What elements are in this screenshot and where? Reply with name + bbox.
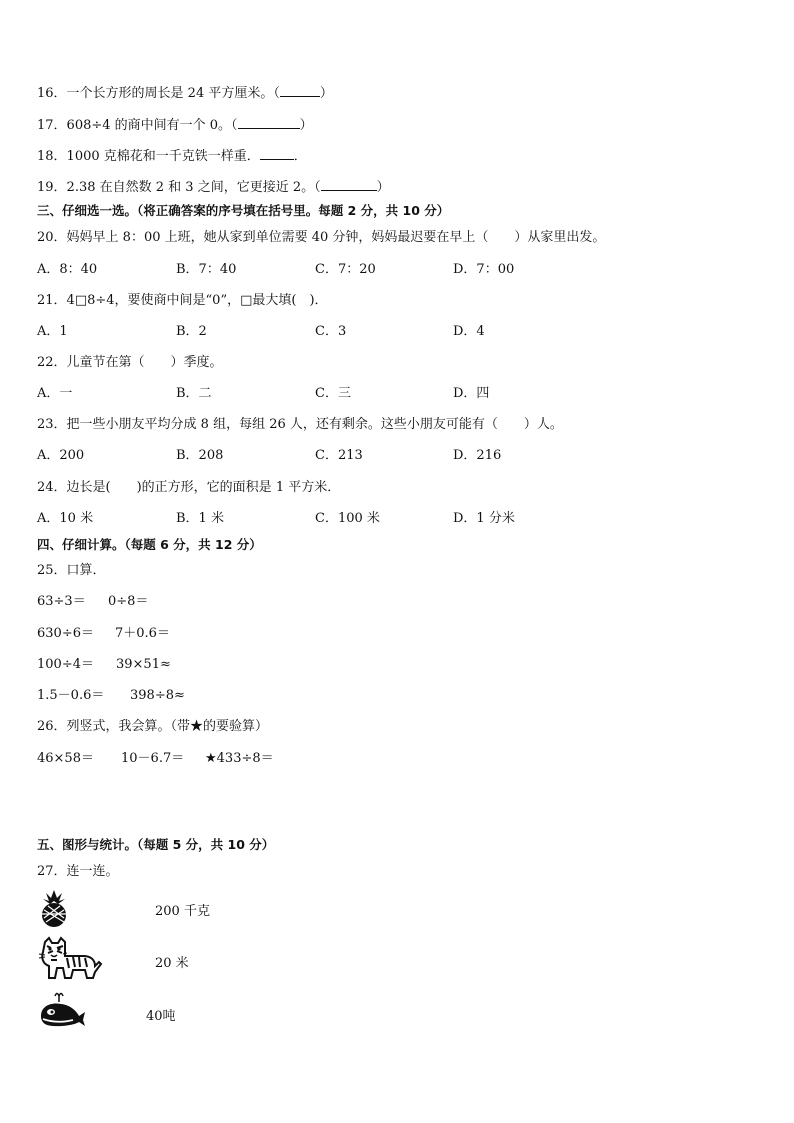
q21-option-d[interactable]: D．4 [453,324,485,339]
oral-calc-2a: 630÷6＝ [37,626,94,641]
question-25: 25．口算． [37,563,106,578]
q23-option-b[interactable]: B．208 [176,448,224,463]
vertical-calc-2: 10－6.7＝ [121,751,185,766]
q20-option-b[interactable]: B．7：40 [176,262,237,277]
q24-option-b[interactable]: B．1 米 [176,511,224,526]
oral-calc-3b: 39×51≈ [116,657,171,672]
q20-option-d[interactable]: D．7：00 [453,262,515,277]
q20-option-c[interactable]: C．7：20 [315,262,376,277]
tiger-icon [37,936,103,980]
question-27: 27．连一连。 [37,864,119,879]
oral-calc-1b: 0÷8＝ [108,594,149,609]
question-17: 17．608÷4 的商中间有一个 0。（ ） [37,118,313,133]
answer-blank-18[interactable] [260,147,294,160]
oral-calc-2b: 7＋0.6＝ [115,626,170,641]
q22-option-c[interactable]: C．三 [315,386,351,401]
question-24: 24．边长是( )的正方形，它的面积是 1 平方米． [37,480,341,495]
q21-option-c[interactable]: C．3 [315,324,347,339]
oral-calc-1a: 63÷3＝ [37,594,86,609]
vertical-calc-3: ★433÷8＝ [205,751,274,766]
answer-blank-17[interactable] [238,116,300,129]
question-21: 21．4□8÷4，要使商中间是“0”，□最大填( )． [37,293,328,308]
q24-option-a[interactable]: A．10 米 [37,511,94,526]
q21-option-b[interactable]: B．2 [176,324,207,339]
question-19: 19．2.38 在自然数 2 和 3 之间，它更接近 2。（ ） [37,180,390,195]
q24-option-c[interactable]: C．100 米 [315,511,380,526]
q24-option-d[interactable]: D．1 分米 [453,511,515,526]
section-4-heading: 四、仔细计算。（每题 6 分，共 12 分） [37,537,262,552]
question-18: 18．1000 克棉花和一千克铁一样重． ． [37,149,307,164]
question-16: 16．一个长方形的周长是 24 平方厘米。（ ） [37,86,333,101]
label-200-kg[interactable]: 200 千克 [155,904,210,919]
q23-option-a[interactable]: A．200 [37,448,85,463]
oral-calc-4b: 398÷8≈ [130,688,185,703]
whale-picture[interactable] [37,992,87,1034]
pineapple-icon [37,888,71,928]
pineapple-picture[interactable] [37,888,71,932]
section-3-heading: 三、仔细选一选。（将正确答案的序号填在括号里。每题 2 分，共 10 分） [37,203,450,218]
question-23: 23．把一些小朋友平均分成 8 组，每组 26 人，还有剩余。这些小朋友可能有（ ）人。 [37,417,563,432]
question-26: 26．列竖式，我会算。（带★的要验算） [37,719,269,734]
q23-option-d[interactable]: D．216 [453,448,502,463]
tiger-picture[interactable] [37,936,103,984]
label-20-m[interactable]: 20 米 [155,956,189,971]
whale-icon [37,992,87,1030]
q20-option-a[interactable]: A．8：40 [37,262,98,277]
q21-option-a[interactable]: A．1 [37,324,68,339]
question-22: 22．儿童节在第（ ）季度。 [37,355,223,370]
oral-calc-4a: 1.5－0.6＝ [37,688,105,703]
q22-option-a[interactable]: A．一 [37,386,73,401]
oral-calc-3a: 100÷4＝ [37,657,94,672]
label-40-ton[interactable]: 40吨 [146,1009,176,1024]
q23-option-c[interactable]: C．213 [315,448,363,463]
section-5-heading: 五、图形与统计。（每题 5 分，共 10 分） [37,837,275,852]
q22-option-b[interactable]: B．二 [176,386,212,401]
question-20: 20．妈妈早上 8：00 上班，她从家到单位需要 40 分钟，妈妈最迟要在早上（ ）从家里出发。 [37,230,606,245]
q22-option-d[interactable]: D．四 [453,386,490,401]
answer-blank-16[interactable] [280,84,320,97]
answer-blank-19[interactable] [321,178,377,191]
vertical-calc-1: 46×58＝ [37,751,94,766]
